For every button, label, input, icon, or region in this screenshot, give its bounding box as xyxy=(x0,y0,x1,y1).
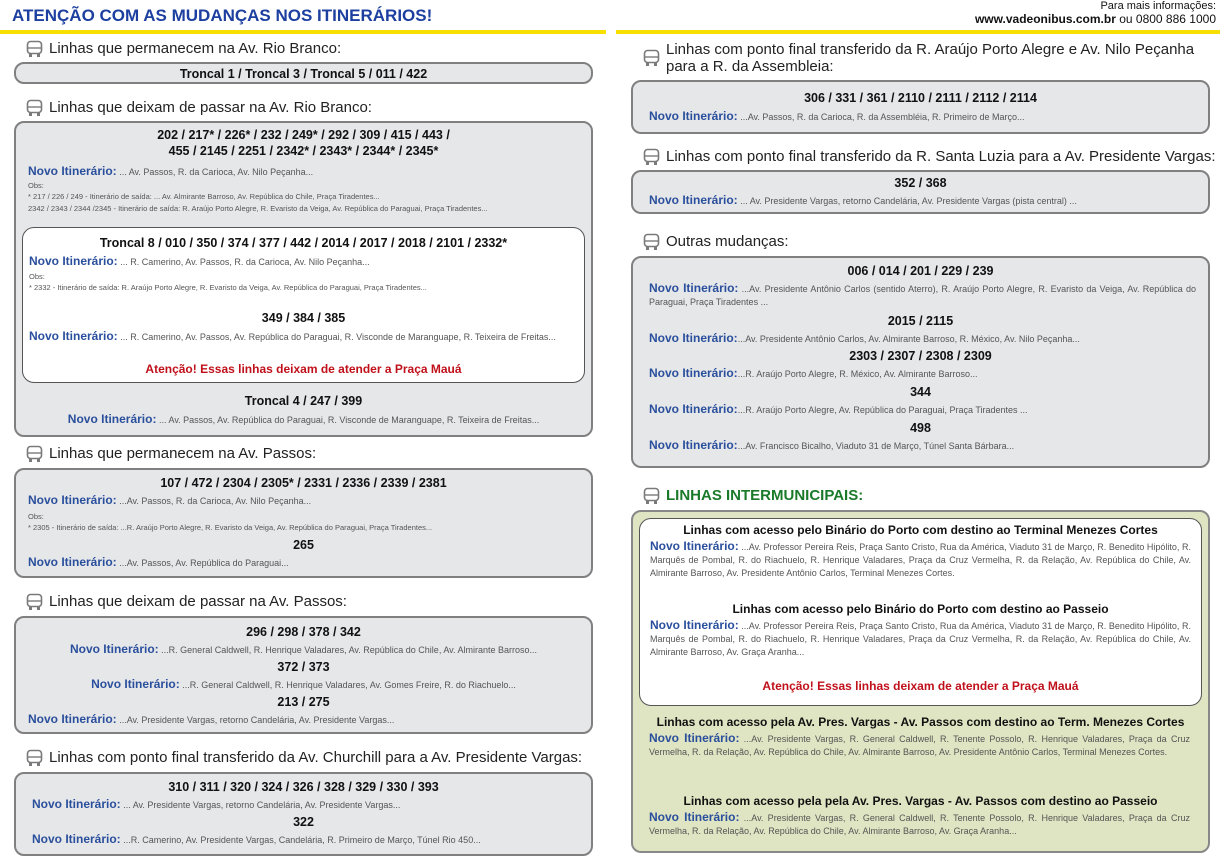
itinerary xyxy=(649,367,977,381)
bus-icon xyxy=(26,593,43,611)
route-numbers: 006 / 014 / 201 / 229 / 239 xyxy=(847,264,994,278)
itinerary xyxy=(16,643,591,657)
itinerary xyxy=(649,110,1024,124)
itinerary xyxy=(29,330,578,344)
route-numbers: 107 / 472 / 2304 / 2305* / 2331 / 2336 / 2339 / 2381 xyxy=(160,476,447,490)
box-praca-maua-warning xyxy=(22,227,585,383)
route-numbers: 352 / 368 xyxy=(894,176,947,190)
yellow-divider-right xyxy=(616,30,1220,34)
itinerary xyxy=(16,413,591,427)
itinerary-label: Novo Itinerário: xyxy=(649,438,738,452)
box-intermunicipais xyxy=(631,510,1210,853)
itinerary-text: ...Av. Passos, R. da Carioca, Av. Nilo Peçanha... xyxy=(119,496,312,506)
itinerary xyxy=(649,194,1077,208)
itinerary-text: ... Av. Presidente Vargas, retorno Candelária, Av. Presidente Vargas (pista central) ... xyxy=(740,196,1077,206)
section-title-araujo-line2: para a R. da Assembleia: xyxy=(666,58,834,75)
bus-icon xyxy=(643,148,660,166)
section-heading xyxy=(643,148,1216,166)
itinerary-label: Novo Itinerário: xyxy=(91,677,180,691)
section-heading xyxy=(643,233,789,251)
itinerary-label: Novo Itinerário: xyxy=(28,555,117,569)
route-numbers: 306 / 331 / 361 / 2110 / 2111 / 2112 / 2114 xyxy=(804,91,1037,105)
route-numbers: 265 xyxy=(293,538,314,552)
section-heading xyxy=(26,40,341,58)
warning-text: Atenção! Essas linhas deixam de atender a Praça Mauá xyxy=(145,362,462,376)
itinerary xyxy=(650,619,1191,659)
itinerary-text: ...Av. Passos, Av. República do Paraguai... xyxy=(119,558,289,568)
warning-text: Atenção! Essas linhas deixam de atender a Praça Mauá xyxy=(762,679,1079,693)
itinerary-label: Novo Itinerário: xyxy=(649,366,738,380)
page-title: ATENÇÃO COM AS MUDANÇAS NOS ITINERÁRIOS! xyxy=(12,6,433,25)
bus-icon xyxy=(643,49,660,67)
bus-icon xyxy=(26,749,43,767)
bus-icon xyxy=(26,445,43,463)
yellow-divider-left xyxy=(0,30,606,34)
itinerary-label: Novo Itinerário: xyxy=(32,832,121,846)
itinerary xyxy=(649,332,1080,346)
itinerary xyxy=(650,540,1191,580)
itinerary-text: ...R. General Caldwell, R. Henrique Valadares, Av. Gomes Freire, R. do Riachuelo... xyxy=(182,680,516,690)
route-numbers: 372 / 373 xyxy=(277,660,330,674)
itinerary xyxy=(28,165,313,179)
itinerary xyxy=(28,713,394,727)
route-numbers: 2015 / 2115 xyxy=(887,314,954,328)
itinerary-text: ...Av. Presidente Vargas, R. General Caldwell, R. Tenente Possolo, R. Henrique Valadares, Praça da Cruz Vermelha, R. da Relação, Av. República do Chile, Av. Almirante Barroso, Av. Presidente Antônio Carlos, Terminal Menezes Cortes. xyxy=(649,734,1190,757)
itinerary-text: ... R. Camerino, Av. Passos, Av. República do Paraguai, R. Visconde de Maranguape, R. Teixeira de Freitas... xyxy=(120,332,556,342)
section-heading xyxy=(26,593,347,611)
section-title-araujo-line1: Linhas com ponto final transferido da R. Araújo Porto Alegre e Av. Nilo Peçanha xyxy=(666,41,1195,58)
obs-note: * 217 / 226 / 249 - Itinerário de saída: ... Av. Almirante Barroso, Av. República do Chile, Praça Tiradentes... xyxy=(28,192,380,201)
route-numbers: 322 xyxy=(293,815,314,829)
itinerary-label: Novo Itinerário: xyxy=(649,402,738,416)
itinerary xyxy=(32,798,400,812)
itinerary-label: Novo Itinerário: xyxy=(649,109,738,123)
section-title-rio-branco-leave: Linhas que deixam de passar na Av. Rio Branco: xyxy=(49,99,372,116)
itinerary-text: ...Av. Presidente Vargas, R. General Caldwell, R. Tenente Possolo, R. Henrique Valadares, Praça da Cruz Vermelha, R. da Relação, Av. República do Chile, Av. Almirante Barroso, Av. Graça Aranha... xyxy=(649,813,1190,836)
itinerary-text: ... Av. Passos, Av. República do Paraguai, R. Visconde de Maranguape, R. Teixeira de Freitas... xyxy=(158,415,540,425)
itinerary-label: Novo Itinerário: xyxy=(649,810,740,824)
itinerary-text: ... Av. Presidente Vargas, retorno Candelária, Av. Presidente Vargas... xyxy=(123,800,401,810)
itinerary-text: ...Av. Presidente Vargas, retorno Candelária, Av. Presidente Vargas... xyxy=(119,715,395,725)
itinerary-label: Novo Itinerário: xyxy=(649,281,739,295)
box-rio-branco-leave xyxy=(14,121,593,437)
itinerary xyxy=(28,556,289,570)
bus-icon xyxy=(643,487,660,505)
itinerary xyxy=(649,732,1190,759)
section-title-outras: Outras mudanças: xyxy=(666,233,789,250)
route-numbers: 296 / 298 / 378 / 342 xyxy=(246,625,361,639)
bus-icon xyxy=(643,233,660,251)
section-title-passos-leave: Linhas que deixam de passar na Av. Passos: xyxy=(49,593,347,610)
obs-note: * 2332 - Itinerário de saída: R. Araújo Porto Alegre, R. Evaristo da Veiga, Av. República do Paraguai, Praça Tiradentes... xyxy=(29,283,427,292)
itinerary-text: ...R. Araújo Porto Alegre, R. México, Av. Almirante Barroso... xyxy=(737,369,978,379)
bus-icon xyxy=(26,40,43,58)
route-numbers: 455 / 2145 / 2251 / 2342* / 2343* / 2344* / 2345* xyxy=(168,144,439,158)
group-heading: Linhas com acesso pela pela Av. Pres. Vargas - Av. Passos com destino ao Passeio xyxy=(683,794,1158,808)
route-numbers: Troncal 4 / 247 / 399 xyxy=(244,394,363,408)
itinerary-text: ...Av. Passos, R. da Carioca, R. da Assembléia, R. Primeiro de Março... xyxy=(740,112,1025,122)
contact-info xyxy=(975,0,1216,27)
section-heading xyxy=(643,487,863,505)
itinerary-text: ... Av. Passos, R. da Carioca, Av. Nilo Peçanha... xyxy=(119,167,314,177)
section-title-passos-stay: Linhas que permanecem na Av. Passos: xyxy=(49,445,317,462)
itinerary-text: ...Av. Professor Pereira Reis, Praça Santo Cristo, Rua da América, Viaduto 31 de Março, R. Benedito Hipólito, R. Marquês de Pombal, R. do Riachuelo, R. Henrique Valadares, Praça da Cruz Vermelha, R. da Relação, Av. República do Chile, Av. Almirante Barroso, Av. Graça Aranha... xyxy=(650,621,1191,657)
itinerary xyxy=(32,833,481,847)
itinerary xyxy=(649,282,1196,309)
itinerary xyxy=(649,403,1028,417)
itinerary-label: Novo Itinerário: xyxy=(649,331,738,345)
box-passos-stay xyxy=(14,468,593,578)
route-numbers: 2303 / 2307 / 2308 / 2309 xyxy=(849,349,992,363)
itinerary-label: Novo Itinerário: xyxy=(650,618,739,632)
itinerary xyxy=(16,678,591,692)
route-numbers: 213 / 275 xyxy=(277,695,330,709)
itinerary-text: ...Av. Professor Pereira Reis, Praça Santo Cristo, Rua da América, Viaduto 31 de Março, R. Benedito Hipólito, R. Marquês de Pombal, R. do Riachuelo, R. Henrique Valadares, Praça da Cruz Vermelha, R. da Relação, Av. República do Chile, Av. Almirante Barroso, Av. Presidente Antônio Carlos, Terminal Menezes Cortes. xyxy=(650,542,1191,578)
route-numbers: 349 / 384 / 385 xyxy=(261,311,346,325)
phone-number: ou 0800 886 1000 xyxy=(1115,12,1216,26)
group-heading: Linhas com acesso pelo Binário do Porto com destino ao Passeio xyxy=(732,602,1109,616)
itinerary-label: Novo Itinerário: xyxy=(29,329,118,343)
section-title-rio-branco-stay: Linhas que permanecem na Av. Rio Branco: xyxy=(49,40,342,57)
box-binario-porto xyxy=(639,518,1202,706)
group-heading: Linhas com acesso pelo Binário do Porto com destino ao Terminal Menezes Cortes xyxy=(683,523,1158,537)
itinerary-label: Novo Itinerário: xyxy=(28,164,117,178)
website-link[interactable]: www.vadeonibus.com.br xyxy=(974,12,1116,26)
itinerary-label: Novo Itinerário: xyxy=(67,412,157,426)
route-numbers: 498 xyxy=(910,421,931,435)
itinerary-label: Novo Itinerário: xyxy=(69,642,159,656)
section-heading xyxy=(643,41,1194,75)
info-line: Para mais informações: xyxy=(1100,0,1216,12)
obs-note: * 2305 - Itinerário de saída: ...R. Araújo Porto Alegre, R. Evaristo da Veiga, Av. República do Paraguai, Praça Tiradentes... xyxy=(28,523,433,532)
section-title-intermunicipais: LINHAS INTERMUNICIPAIS: xyxy=(666,487,864,504)
group-heading: Linhas com acesso pela Av. Pres. Vargas - Av. Passos com destino ao Term. Menezes Cortes xyxy=(656,715,1185,729)
route-numbers: Troncal 8 / 010 / 350 / 374 / 377 / 442 / 2014 / 2017 / 2018 / 2101 / 2332* xyxy=(99,236,508,250)
section-title-santa-luzia: Linhas com ponto final transferido da R. Santa Luzia para a Av. Presidente Vargas: xyxy=(666,148,1216,165)
route-numbers: Troncal 1 / Troncal 3 / Troncal 5 / 011 / 422 xyxy=(179,67,428,81)
section-heading xyxy=(26,445,316,463)
itinerary-text: ...Av. Presidente Antônio Carlos (sentido Aterro), R. Araújo Porto Alegre, R. Evaristo da Veiga, Av. República do Paraguai, Praça Tiradentes ... xyxy=(649,284,1196,307)
box-passos-leave xyxy=(14,616,593,734)
bus-icon xyxy=(26,99,43,117)
itinerary-label: Novo Itinerário: xyxy=(29,254,118,268)
itinerary xyxy=(649,811,1190,838)
obs-label: Obs: xyxy=(29,272,45,281)
itinerary-text: ...R. Araújo Porto Alegre, Av. República do Paraguai, Praça Tiradentes ... xyxy=(737,405,1028,415)
section-title-churchill: Linhas com ponto final transferido da Av. Churchill para a Av. Presidente Vargas: xyxy=(49,749,583,766)
route-numbers: 202 / 217* / 226* / 232 / 249* / 292 / 309 / 415 / 443 / xyxy=(157,128,450,142)
itinerary xyxy=(649,439,1014,453)
itinerary xyxy=(29,255,370,269)
itinerary-label: Novo Itinerário: xyxy=(32,797,121,811)
itinerary-label: Novo Itinerário: xyxy=(28,712,117,726)
obs-label: Obs: xyxy=(28,512,44,521)
route-numbers: 344 xyxy=(910,385,931,399)
itinerary-label: Novo Itinerário: xyxy=(649,731,740,745)
section-heading xyxy=(26,749,582,767)
itinerary-text: ...Av. Francisco Bicalho, Viaduto 31 de Março, Túnel Santa Bárbara... xyxy=(737,441,1015,451)
section-heading xyxy=(26,99,372,117)
box-santa-luzia xyxy=(631,170,1210,214)
itinerary-label: Novo Itinerário: xyxy=(649,193,738,207)
itinerary-text: ...R. Camerino, Av. Presidente Vargas, Candelária, R. Primeiro de Março, Túnel Rio 450... xyxy=(123,835,481,845)
itinerary-label: Novo Itinerário: xyxy=(28,493,117,507)
itinerary xyxy=(28,494,311,508)
itinerary-text: ...R. General Caldwell, R. Henrique Valadares, Av. República do Chile, Av. Almirante Barroso... xyxy=(161,645,538,655)
route-numbers: 310 / 311 / 320 / 324 / 326 / 328 / 329 / 330 / 393 xyxy=(168,780,439,794)
box-outras xyxy=(631,256,1210,468)
itinerary-label: Novo Itinerário: xyxy=(650,539,739,553)
box-araujo xyxy=(631,80,1210,134)
obs-note: 2342 / 2343 / 2344 /2345 - Itinerário de saída: R. Araújo Porto Alegre, R. Evaristo da Veiga, Av. República do Paraguai, Praça Tiradentes... xyxy=(28,204,488,213)
box-churchill xyxy=(14,772,593,856)
itinerary-text: ...Av. Presidente Antônio Carlos, Av. Almirante Barroso, R. México, Av. Nilo Peçanha... xyxy=(737,334,1080,344)
box-rio-branco-stay xyxy=(14,62,593,84)
obs-label: Obs: xyxy=(28,181,44,190)
itinerary-text: ... R. Camerino, Av. Passos, R. da Carioca, Av. Nilo Peçanha... xyxy=(120,257,370,267)
